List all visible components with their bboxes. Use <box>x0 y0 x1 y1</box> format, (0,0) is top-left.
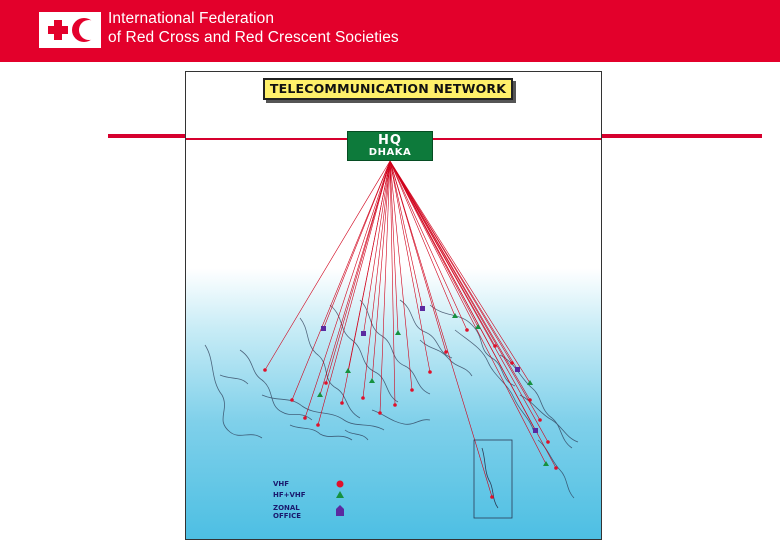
legend-label-vhf: VHF <box>273 480 290 488</box>
vhf-site <box>324 381 328 385</box>
hq-dhaka-node <box>347 131 433 161</box>
legend-label-hf-vhf: HF+VHF <box>273 491 306 499</box>
vhf-site <box>493 344 497 348</box>
zonal-office-site <box>515 367 520 372</box>
hf-vhf-site <box>527 380 533 385</box>
vhf-site <box>444 350 448 354</box>
vhf-site <box>554 466 558 470</box>
hq-label: HQ <box>378 133 402 148</box>
radial-link <box>292 161 390 400</box>
org-name-line1: International Federation <box>108 10 275 27</box>
vhf-site <box>393 403 397 407</box>
radial-link <box>320 161 390 395</box>
vhf-site <box>490 495 494 499</box>
radial-link <box>348 161 390 371</box>
radial-link <box>390 161 398 333</box>
zonal-office-site <box>321 326 326 331</box>
hf-vhf-site <box>317 392 323 397</box>
vhf-site <box>303 416 307 420</box>
radial-link <box>326 161 390 383</box>
coastline-outline <box>205 300 578 498</box>
radial-link <box>265 161 390 370</box>
green-triangle-icon <box>336 491 344 498</box>
red-circle-icon <box>337 481 344 488</box>
radial-link <box>390 161 423 309</box>
inset-coast <box>482 448 498 508</box>
zonal-office-site <box>361 331 366 336</box>
legend-symbols <box>333 477 349 521</box>
vhf-site <box>538 418 542 422</box>
vhf-site <box>361 396 365 400</box>
radial-link <box>324 161 391 329</box>
hf-vhf-site <box>475 324 481 329</box>
radial-link <box>390 161 455 316</box>
vhf-site <box>316 423 320 427</box>
diagram-title: TELECOMMUNICATION NETWORK <box>263 78 513 100</box>
radial-link <box>390 161 518 370</box>
hf-vhf-site <box>345 368 351 373</box>
vhf-site <box>428 370 432 374</box>
hq-city-label: DHAKA <box>368 147 412 158</box>
radial-link <box>363 161 390 398</box>
radial-link <box>364 161 391 334</box>
hf-vhf-site <box>369 378 375 383</box>
radial-link <box>390 161 467 330</box>
hf-vhf-site <box>543 461 549 466</box>
vhf-site <box>378 411 382 415</box>
purple-house-icon <box>336 505 344 516</box>
radial-link <box>390 161 548 442</box>
radial-link <box>305 161 390 418</box>
zonal-office-site <box>420 306 425 311</box>
vhf-site <box>340 401 344 405</box>
org-name-line2: of Red Cross and Red Crescent Societies <box>108 29 399 46</box>
legend-label-office: OFFICE <box>273 512 302 520</box>
radial-link <box>380 161 390 413</box>
vhf-site <box>546 440 550 444</box>
hf-vhf-site <box>395 330 401 335</box>
radial-link <box>390 161 540 420</box>
inset-box <box>474 440 512 518</box>
legend <box>273 477 353 521</box>
vhf-site <box>510 361 514 365</box>
legend-label-zonal: ZONAL <box>273 504 300 512</box>
radial-link <box>390 161 395 405</box>
vhf-site <box>528 398 532 402</box>
zonal-office-site <box>533 428 538 433</box>
vhf-site <box>290 398 294 402</box>
vhf-site <box>465 328 469 332</box>
vhf-site <box>263 368 267 372</box>
vhf-site <box>410 388 414 392</box>
